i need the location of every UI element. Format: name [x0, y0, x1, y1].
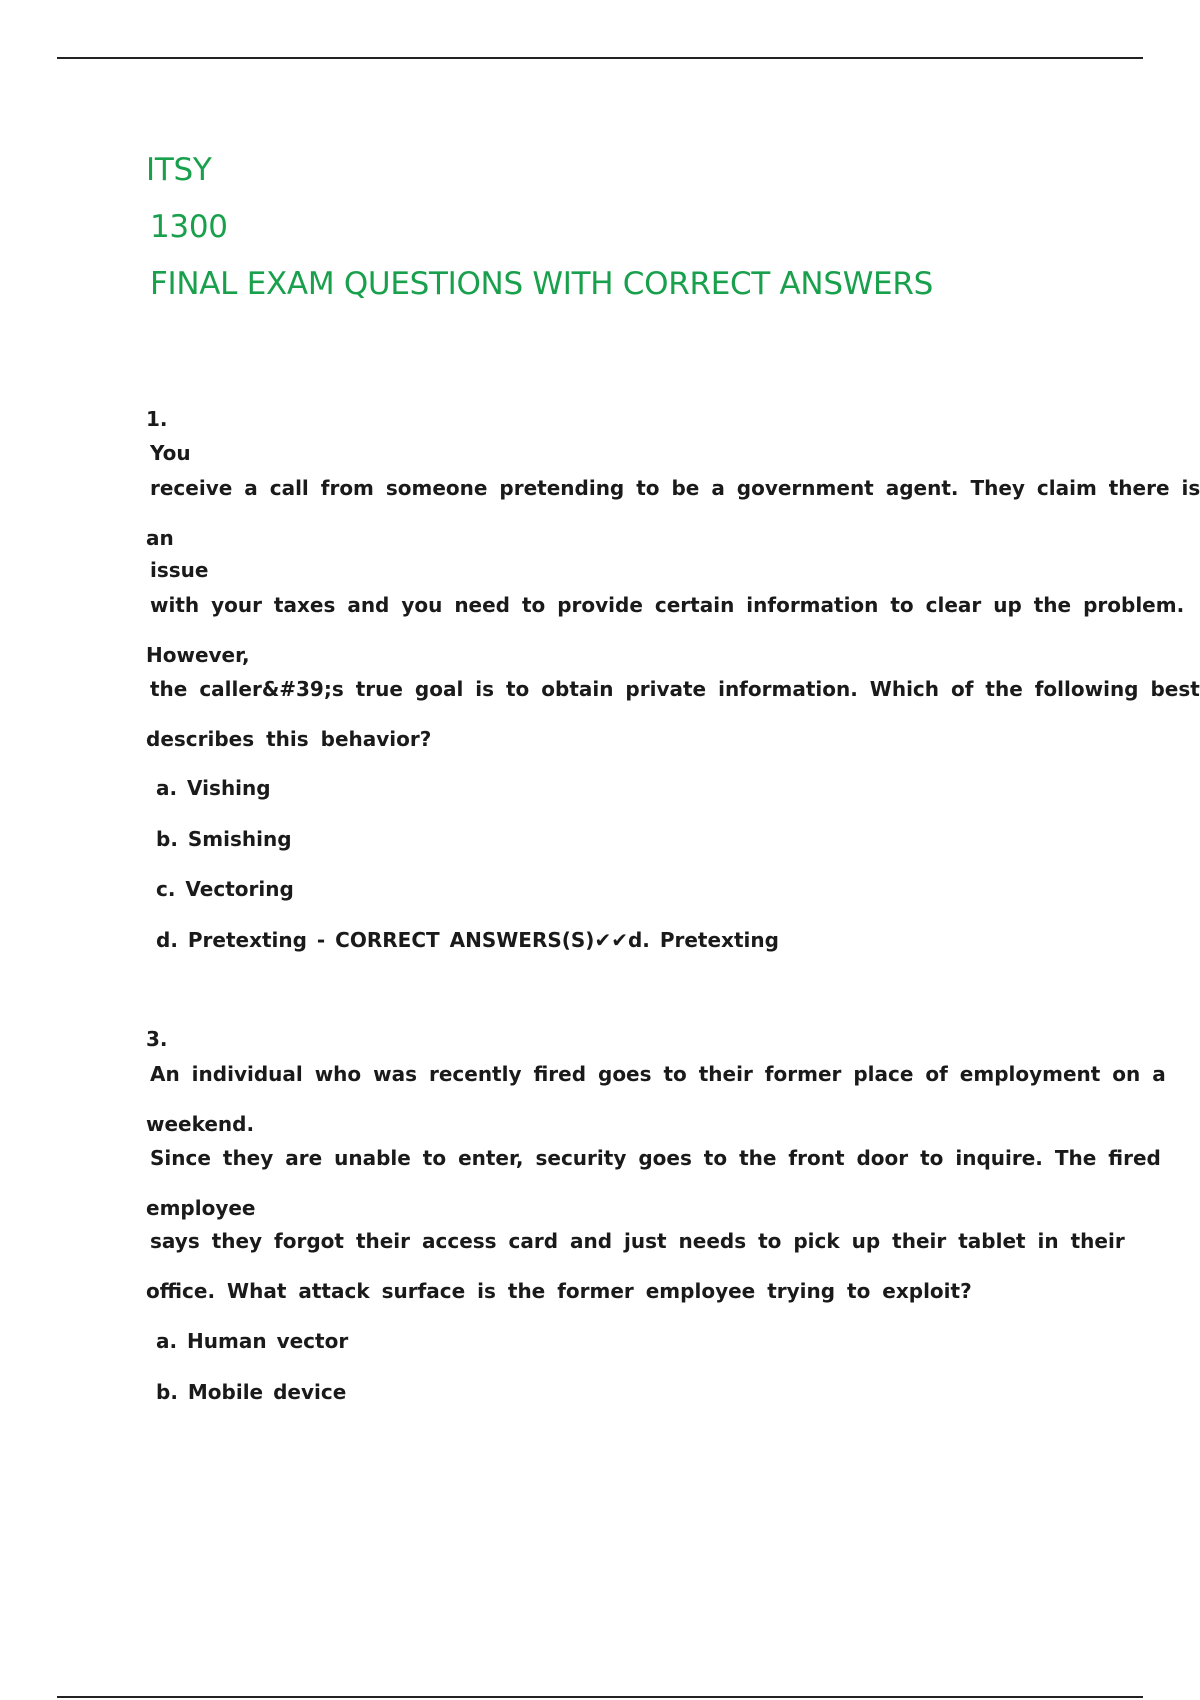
question-text-line: weekend. [146, 1112, 255, 1136]
question-text-line: describes this behavior? [146, 727, 432, 751]
answer-option-b: b. Smishing [156, 827, 292, 851]
answer-option-d-with-correct-answer: d. Pretexting - CORRECT ANSWERS(S)✔✔d. Pretexting [156, 928, 779, 952]
title-line-course-code: ITSY [146, 152, 212, 188]
answer-option-a: a. Vishing [156, 776, 271, 800]
question-text-line: an [146, 526, 174, 550]
answer-option-c: c. Vectoring [156, 877, 294, 901]
answer-option-b: b. Mobile device [156, 1380, 347, 1404]
footer-rule [57, 1696, 1143, 1698]
question-text-line: However, [146, 643, 250, 667]
header-rule [57, 57, 1143, 59]
question-number: 3. [146, 1027, 168, 1051]
title-line-course-number: 1300 [150, 209, 228, 245]
question-text-line: Since they are unable to enter, security goes to the front door to inquire. The fired [150, 1146, 1161, 1170]
question-text-line: says they forgot their access card and just needs to pick up their tablet in their [150, 1229, 1125, 1253]
question-text-line: employee [146, 1196, 256, 1220]
question-text-line: office. What attack surface is the former employee trying to exploit? [146, 1279, 972, 1303]
question-text-line: receive a call from someone pretending to be a government agent. They claim there is [150, 476, 1200, 500]
question-text-line: issue [150, 558, 209, 582]
question-text-line: You [150, 441, 191, 465]
question-number: 1. [146, 407, 168, 431]
question-text-line: An individual who was recently fired goes to their former place of employment on a [150, 1062, 1166, 1086]
question-text-line: the caller&#39;s true goal is to obtain private information. Which of the following best [150, 677, 1200, 701]
answer-option-a: a. Human vector [156, 1329, 349, 1353]
question-text-line: with your taxes and you need to provide certain information to clear up the problem. [150, 593, 1185, 617]
title-line-exam-title: FINAL EXAM QUESTIONS WITH CORRECT ANSWERS [150, 266, 933, 302]
